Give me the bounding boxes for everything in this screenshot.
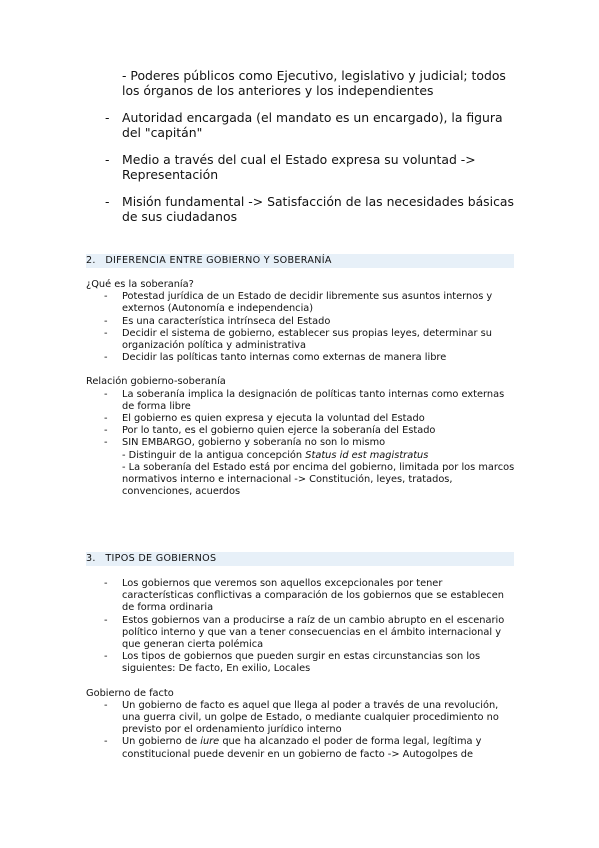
list-item: - Los tipos de gobiernos que pueden surgir en estas circunstancias son los siguientes: De facto, En exilio, Locales	[86, 651, 516, 675]
list-subitem	[86, 450, 516, 462]
top-list-item: - Misión fundamental -> Satisfacción de las necesidades básicas de sus ciudadanos	[122, 194, 514, 224]
bullet-list	[86, 389, 516, 499]
section-title: TIPOS DE GOBIERNOS	[105, 553, 217, 564]
list-item: - Por lo tanto, es el gobierno quien ejerce la soberanía del Estado	[86, 425, 516, 437]
item-text: que ha alcanzado el poder de forma legal, legítima y constitucional puede devenir en un gobierno de facto -> Autogolpes de	[122, 736, 482, 760]
section-3-body	[86, 578, 516, 761]
section-title: DIFERENCIA ENTRE GOBIERNO Y SOBERANÍA	[105, 255, 332, 266]
list-item: - El gobierno es quien expresa y ejecuta la voluntad del Estado	[86, 413, 516, 425]
subsection-label: Relación gobierno-soberanía	[86, 376, 226, 388]
top-list-item: - Medio a través del cual el Estado expresa su voluntad -> Representación	[122, 152, 514, 182]
section-number: 2.	[86, 255, 96, 266]
italic-text: Status id est magistratus	[305, 449, 429, 461]
top-list-item: - Autoridad encargada (el mandato es un encargado), la figura del "capitán"	[122, 110, 514, 140]
section-2-body	[86, 279, 516, 498]
list-item: - Potestad jurídica de un Estado de decidir libremente sus asuntos internos y externos (Autonomía e independencia)	[86, 291, 516, 315]
section-heading-2	[86, 254, 514, 268]
list-subitem: - La soberanía del Estado está por encima del gobierno, limitada por los marcos normativos interno e internacional -> Constitución, leyes, tratados, convenciones, acuerdos	[122, 461, 515, 498]
list-item: - SIN EMBARGO, gobierno y soberanía no son lo mismo	[86, 437, 516, 449]
list-item: - Decidir el sistema de gobierno, establecer sus propias leyes, determinar su organización política y administrativa	[86, 328, 516, 352]
subsection-label: ¿Qué es la soberanía?	[86, 279, 194, 290]
subitem-text: - Distinguir de la antigua concepción	[122, 449, 306, 461]
bullet-list	[86, 291, 516, 364]
list-item	[86, 736, 516, 760]
item-text: Un gobierno de	[122, 736, 201, 748]
section-number: 3.	[86, 553, 96, 564]
subsection-label: Gobierno de facto	[86, 687, 174, 699]
list-item: - Decidir las políticas tanto internas como externas de manera libre	[86, 352, 516, 364]
list-item: - Los gobiernos que veremos son aquellos excepcionales por tener características conflictivas a comparación de los gobiernos que se establecen de forma ordinaria	[86, 578, 516, 615]
list-item: - Un gobierno de facto es aquel que llega al poder a través de una revolución, una guerra civil, un golpe de Estado, o mediante cualquier procedimiento no previsto por el ordenamiento jurídico interno	[86, 700, 516, 737]
list-item: - Estos gobiernos van a producirse a raíz de un cambio abrupto en el escenario político interno y que van a tener consecuencias en el ámbito internacional y que generan cierta polémica	[86, 615, 516, 652]
section-heading-3	[86, 552, 514, 566]
list-item: - Es una característica intrínseca del Estado	[86, 316, 516, 328]
bullet-list	[86, 700, 516, 761]
top-list	[0, 68, 599, 224]
italic-text: iure	[200, 736, 220, 748]
bullet-list	[86, 578, 516, 676]
continuation-text: - Poderes públicos como Ejecutivo, legislativo y judicial; todos los órganos de los anteriores y los independientes	[122, 68, 506, 98]
list-item: - La soberanía implica la designación de políticas tanto internas como externas de forma libre	[86, 389, 516, 413]
